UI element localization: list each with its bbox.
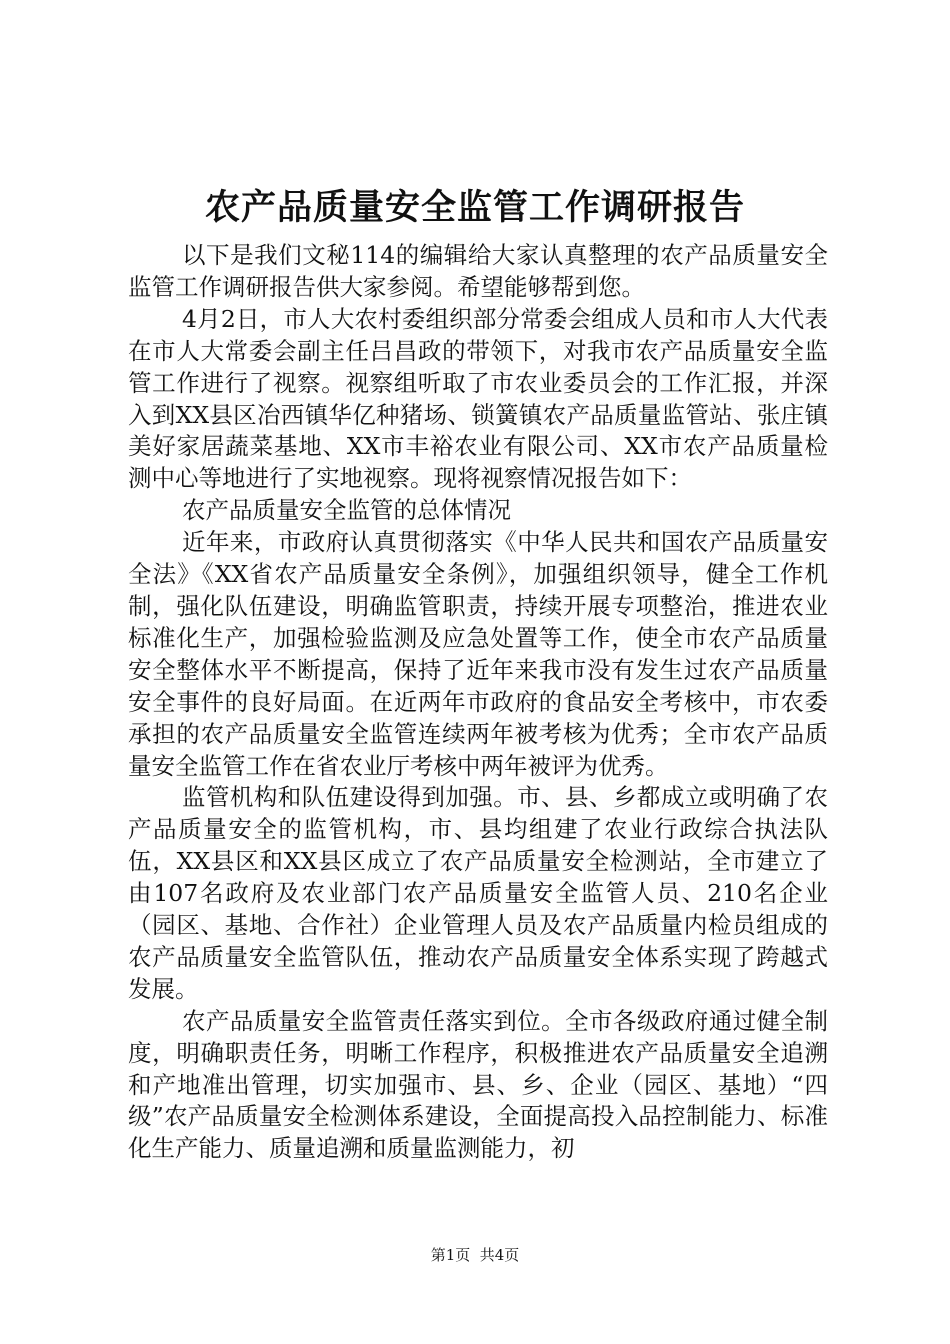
paragraph-responsibility: 农产品质量安全监管责任落实到位。全市各级政府通过健全制度，明确职责任务，明晰工作程序，积极推进农产品质量安全追溯和产地准出管理，切实加强市、县、乡、企业（园区、基地）“四级”农产品质量安全检测体系建设，全面提高投入品控制能力、标准化生产能力、质量追溯和质量监测能力，初 (128, 1006, 828, 1163)
page-footer: 第1页 共4页 (430, 1246, 520, 1264)
document-body (128, 240, 828, 1165)
paragraph-overview: 近年来，市政府认真贯彻落实《中华人民共和国农产品质量安全法》《XX省农产品质量安全条例》，加强组织领导，健全工作机制，强化队伍建设，明确监管职责，持续开展专项整治，推进农业标准化生产，加强检验监测及应急处置等工作，使全市农产品质量安全整体水平不断提高，保持了近年来我市没有发生过农产品质量安全事件的良好局面。在近两年市政府的食品安全考核中，市农委承担的农产品质量安全监管连续两年被考核为优秀；全市农产品质量安全监管工作在省农业厅考核中两年被评为优秀。 (128, 528, 828, 780)
paragraph-agencies: 监管机构和队伍建设得到加强。市、县、乡都成立或明确了农产品质量安全的监管机构，市、县均组建了农业行政综合执法队伍，XX县区和XX县区成立了农产品质量安全检测站，全市建立了由107名政府及农业部门农产品质量安全监管人员、210名企业（园区、基地、合作社）企业管理人员及农产品质量内检员组成的农产品质量安全监管队伍，推动农产品质量安全体系实现了跨越式发展。 (128, 783, 828, 1003)
document-title: 农产品质量安全监管工作调研报告 (204, 187, 745, 228)
paragraph-intro: 以下是我们文秘114的编辑给大家认真整理的农产品质量安全监管工作调研报告供大家参阅。希望能够帮到您。 (128, 241, 828, 301)
section-heading-overview: 农产品质量安全监管的总体情况 (182, 496, 511, 525)
paragraph-inspection: 4月2日，市人大农村委组织部分常委会组成人员和市人大代表在市人大常委会副主任吕昌政的带领下，对我市农产品质量安全监管工作进行了视察。视察组听取了市农业委员会的工作汇报，并深入到XX县区冶西镇华亿种猪场、锁簧镇农产品质量监管站、张庄镇美好家居蔬菜基地、XX市丰裕农业有限公司、XX市农产品质量检测中心等地进行了实地视察。现将视察情况报告如下： (128, 304, 828, 493)
